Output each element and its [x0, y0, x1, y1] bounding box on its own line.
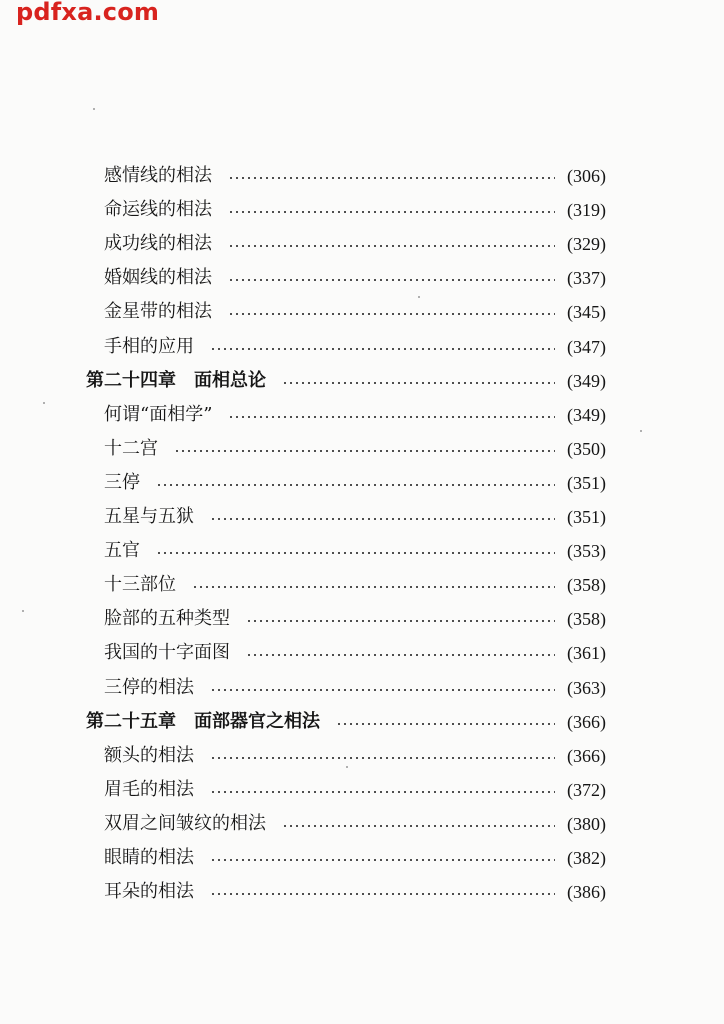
toc-page-number: (319) — [567, 200, 606, 221]
toc-entry-title: 命运线的相法 — [104, 199, 212, 221]
toc-entry-title: 眼睛的相法 — [104, 847, 194, 868]
toc-section-entry — [104, 330, 606, 364]
dot-leader — [156, 552, 555, 554]
toc-page-number: (372) — [567, 779, 606, 800]
toc-entry-title: 十三部位 — [104, 574, 176, 596]
dot-leader — [246, 620, 555, 622]
toc-page-number: (358) — [567, 609, 606, 630]
toc-entry-title: 手相的应用 — [104, 335, 194, 357]
toc-entry-title: 成功线的相法 — [104, 233, 212, 255]
toc-entry-title: 第二十四章 面相总论 — [86, 369, 266, 391]
dot-leader — [210, 893, 555, 895]
watermark-logo: pdfxa.com — [16, 0, 160, 26]
dot-leader — [210, 689, 555, 691]
dot-leader — [228, 313, 555, 315]
toc-section-entry — [104, 159, 606, 193]
scan-speck — [346, 766, 348, 768]
toc-entry-title: 脸部的五种类型 — [104, 608, 230, 630]
dot-leader — [228, 211, 555, 213]
toc-page-number: (347) — [567, 336, 606, 357]
toc-section-entry — [104, 602, 606, 636]
dot-leader — [210, 757, 555, 759]
dot-leader — [210, 348, 555, 350]
toc-section-entry — [104, 875, 606, 909]
toc-section-entry — [104, 841, 606, 875]
toc-section-entry — [104, 773, 606, 807]
dot-leader — [282, 825, 555, 827]
toc-page-number: (337) — [567, 268, 606, 289]
toc-page-number: (361) — [567, 643, 606, 664]
toc-entry-title: 金星带的相法 — [104, 301, 212, 323]
dot-leader — [228, 416, 555, 418]
toc-page-number: (329) — [567, 234, 606, 255]
toc-entry-title: 三停 — [104, 471, 140, 493]
toc-page-number: (382) — [567, 848, 606, 868]
dot-leader — [210, 791, 555, 793]
scan-speck — [93, 108, 95, 110]
toc-page-number: (366) — [567, 711, 606, 732]
toc-section-entry — [104, 807, 606, 841]
toc-section-entry — [104, 261, 606, 295]
toc-section-entry — [104, 739, 606, 773]
toc-chapter-entry — [86, 705, 606, 739]
toc-entry-title: 五星与五狱 — [104, 506, 194, 527]
toc-section-entry — [104, 568, 606, 602]
dot-leader — [192, 586, 555, 588]
dot-leader — [246, 654, 555, 656]
scan-speck — [43, 402, 45, 404]
dot-leader — [174, 450, 555, 452]
toc-page-number: (349) — [567, 404, 606, 425]
toc-entry-title: 双眉之间皱纹的相法 — [104, 812, 266, 834]
dot-leader — [336, 723, 555, 725]
toc-chapter-entry — [86, 364, 606, 398]
dot-leader — [210, 518, 555, 520]
toc-section-entry — [104, 671, 606, 705]
toc-section-entry — [104, 295, 606, 329]
toc-section-entry — [104, 398, 606, 432]
scan-speck — [640, 430, 642, 432]
toc-entry-title: 五官 — [104, 540, 140, 562]
toc-section-entry — [104, 500, 606, 534]
toc-page-number: (363) — [567, 677, 606, 698]
toc-entry-title: 感情线的相法 — [104, 165, 212, 186]
toc-page-number: (358) — [567, 575, 606, 596]
dot-leader — [228, 245, 555, 247]
toc-entry-title: 三停的相法 — [104, 676, 194, 698]
toc-entry-title: 耳朵的相法 — [104, 881, 194, 903]
toc-page-number: (350) — [567, 438, 606, 459]
dot-leader — [282, 382, 555, 384]
dot-leader — [228, 279, 555, 281]
toc-entry-title: 我国的十字面图 — [104, 642, 230, 664]
dot-leader — [228, 177, 555, 179]
toc-page-number: (380) — [567, 813, 606, 834]
toc-entry-title: 十二宫 — [104, 437, 158, 459]
toc-page-number: (306) — [567, 166, 606, 186]
toc-page-number: (349) — [567, 370, 606, 391]
toc-page-number: (386) — [567, 882, 606, 903]
toc-page-number: (351) — [567, 507, 606, 527]
toc-entry-title: 额头的相法 — [104, 744, 194, 766]
scan-speck — [22, 610, 24, 612]
dot-leader — [210, 859, 555, 861]
toc-section-entry — [104, 227, 606, 261]
toc-page-number: (353) — [567, 541, 606, 562]
toc-page-number: (345) — [567, 302, 606, 323]
toc-page-number: (351) — [567, 472, 606, 493]
toc-section-entry — [104, 636, 606, 670]
dot-leader — [156, 484, 555, 486]
toc-section-entry — [104, 466, 606, 500]
toc-section-entry — [104, 432, 606, 466]
toc-entry-title: 何谓“面相学” — [104, 403, 213, 425]
toc-section-entry — [104, 193, 606, 227]
toc-entry-title: 婚姻线的相法 — [104, 267, 212, 289]
toc-entry-title: 眉毛的相法 — [104, 778, 194, 800]
toc-section-entry — [104, 534, 606, 568]
toc-page-number: (366) — [567, 745, 606, 766]
scan-speck — [418, 296, 420, 298]
toc-entry-title: 第二十五章 面部器官之相法 — [86, 710, 320, 732]
